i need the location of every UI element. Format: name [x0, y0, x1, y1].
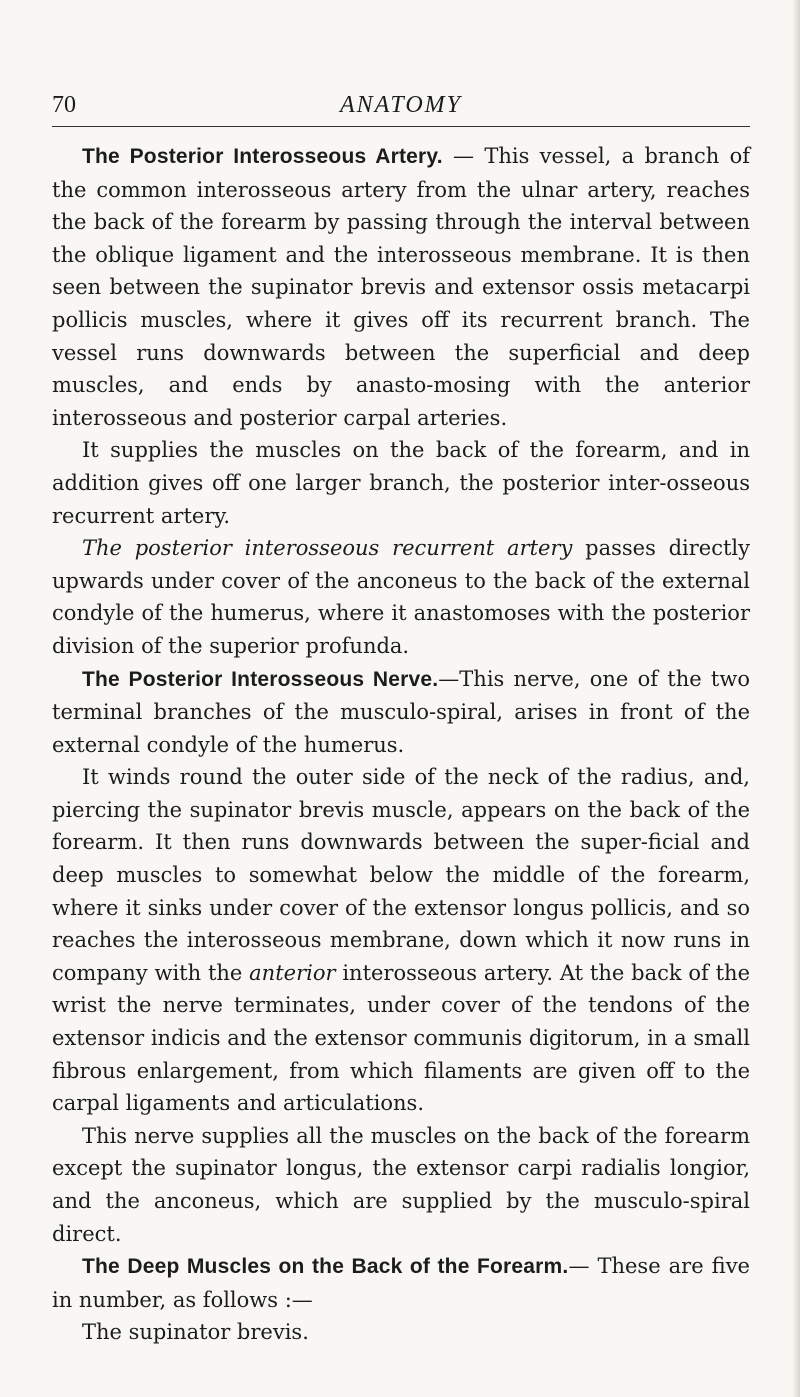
nerve-para2-text-a: It winds round the outer side of the neck of the radius, and, piercing the supinator brevis muscle, appears on the back of the forearm. It then runs downwards between the super-ficial and deep muscles to somewhat below the middle of the forearm, where it sinks under cover of the extensor longus pollicis, and so reaches the interosseous membrane, down which it now runs in company with the: [52, 765, 750, 985]
recurrent-artery-text: passes directly upwards under cover of the anconeus to the back of the external condyle of the humerus, where it anastomoses with the posterior division of the superior profunda.: [52, 536, 750, 658]
section-heading-nerve: The Posterior Interosseous Nerve.: [82, 667, 439, 691]
section-heading-deep-muscles: The Deep Muscles on the Back of the Forearm.: [82, 1255, 569, 1279]
nerve-paragraph-1: [52, 663, 750, 762]
deep-muscles-intro-text: — These are five in number, as follows :—: [52, 1254, 750, 1312]
list-item: The supinator brevis.: [82, 1320, 309, 1345]
page-header: [52, 92, 750, 126]
artery-paragraph-3: [52, 532, 750, 662]
recurrent-artery-term: The posterior interosseous recurrent artery: [82, 536, 573, 561]
artery-intro-text: — This vessel, a branch of the common interosseous artery from the ulnar artery, reaches the back of the forearm by passing through the interval between the oblique ligament and the interosseous membrane. It is then seen between the supinator brevis and extensor ossis metacarpi pollicis muscles, where it gives off its recurrent branch. The vessel runs downwards between the superficial and deep muscles, and ends by anasto-mosing with the anterior interosseous and posterior carpal arteries.: [52, 144, 750, 430]
deep-muscles-paragraph: [52, 1250, 750, 1316]
page-number: 70: [52, 92, 76, 118]
section-heading-artery: The Posterior Interosseous Artery.: [82, 145, 443, 168]
nerve-para2-text-b: interosseous artery. At the back of the wrist the nerve terminates, under cover of the tendons of the extensor indicis and the extensor communis digitorum, in a small fibrous enlargement, from which filaments are given off to the carpal ligaments and articulations.: [52, 960, 750, 1116]
nerve-paragraph-2: [52, 761, 750, 1120]
nerve-paragraph-3: This nerve supplies all the muscles on the back of the forearm except the supinator longus, the extensor carpi radialis longior, and the anconeus, which are supplied by the musculo-spiral direct.: [52, 1123, 750, 1246]
artery-paragraph-1: [52, 140, 750, 434]
artery-paragraph-2: It supplies the muscles on the back of the forearm, and in addition gives off one larger branch, the posterior inter-osseous recurrent artery.: [52, 438, 750, 528]
anterior-term: anterior: [249, 960, 336, 985]
running-title: ANATOMY: [339, 92, 463, 118]
nerve-intro-text: —This nerve, one of the two terminal branches of the musculo-spiral, arises in front of the external condyle of the humerus.: [52, 666, 750, 757]
page-edge-shadow: [792, 0, 800, 1397]
header-rule: [52, 126, 750, 127]
page-body: [52, 140, 750, 1349]
